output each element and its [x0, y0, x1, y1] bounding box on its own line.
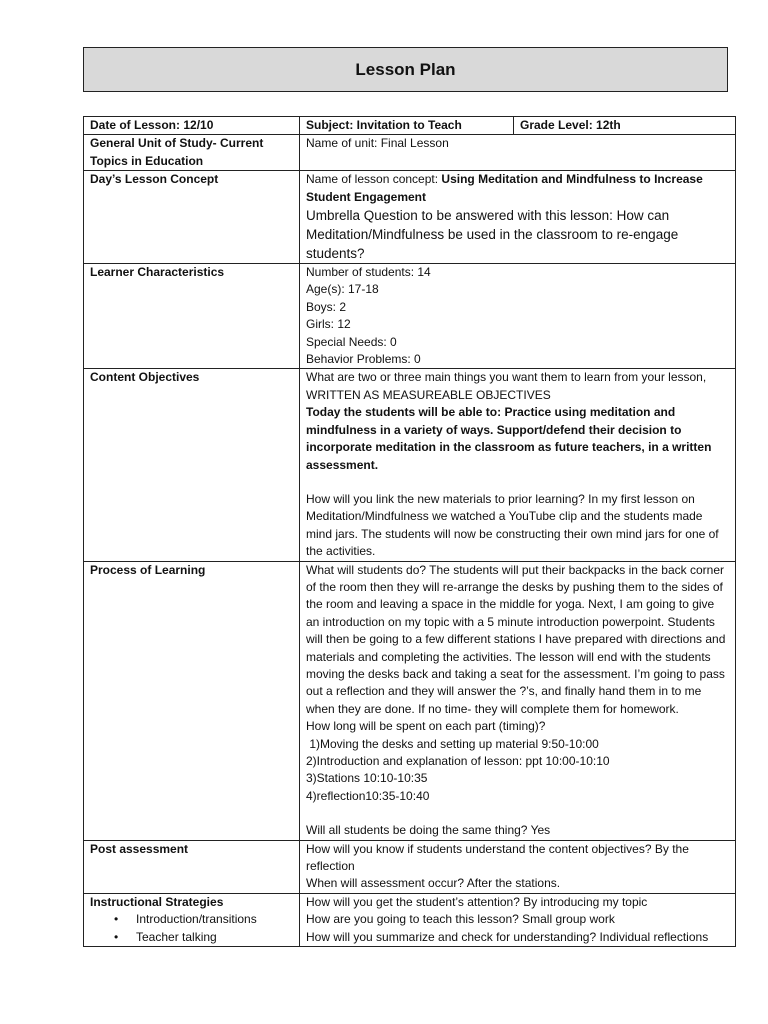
row-post-assessment: [84, 840, 736, 893]
concept-cell: [300, 171, 736, 264]
post-label: Post assessment: [84, 840, 300, 893]
objectives-cell: [300, 369, 736, 561]
spacer: [306, 805, 729, 822]
strategies-cell: [300, 893, 736, 946]
concept-name-bold: Using Meditation and Mindfulness to Increase Student Engagement: [306, 172, 703, 204]
process-cell: [300, 561, 736, 840]
learner-cell: [300, 264, 736, 369]
prior-learning-link: How will you link the new materials to prior learning? In my first lesson on Meditation/Mindfulness we watched a YouTube clip and the students made mind jars. The students will now be constructing their own mind jars for one of the activities.: [306, 491, 719, 559]
list-item: • Teacher talking: [114, 929, 293, 946]
strategies-label-cell: [84, 893, 300, 946]
learner-line: Behavior Problems: 0: [306, 352, 421, 367]
strategies-list: [90, 911, 293, 946]
learner-line: Boys: 2: [306, 299, 347, 314]
lesson-plan-table: [83, 116, 736, 947]
same-thing-question: Will all students be doing the same thing? Yes: [306, 823, 551, 838]
page-title: Lesson Plan: [355, 59, 456, 79]
row-concept: [84, 171, 736, 264]
grade-cell: Grade Level: 12th: [514, 117, 736, 135]
subject-cell: Subject: Invitation to Teach: [300, 117, 514, 135]
objectives-question: What are two or three main things you want them to learn from your lesson, WRITTEN AS MEASUREABLE OBJECTIVES: [306, 370, 707, 402]
learner-label: Learner Characteristics: [84, 264, 300, 369]
strategies-label: Instructional Strategies: [90, 894, 224, 909]
strategy-line: How will you get the student’s attention? By introducing my topic: [306, 894, 648, 909]
post-question-1: How will you know if students understand the content objectives? By the reflection: [306, 841, 689, 874]
spacer: [306, 474, 729, 491]
date-label: Date of Lesson: 12/10: [84, 117, 300, 135]
unit-label: General Unit of Study- Current Topics in Education: [84, 135, 300, 171]
row-process: [84, 561, 736, 840]
title-box: [83, 47, 728, 92]
concept-name: [306, 171, 729, 206]
umbrella-question: Umbrella Question to be answered with this lesson: How can Meditation/Mindfulness be used in the classroom to re-engage students?: [306, 208, 679, 262]
objectives-statement: Today the students will be able to: Practice using meditation and mindfulness in a variety of ways. Support/defend their decision to incorporate meditation in the classroom as future teachers, in a written assessment.: [306, 405, 712, 472]
process-label: Process of Learning: [84, 561, 300, 840]
strategy-line: How will you summarize and check for understanding? Individual reflections: [306, 929, 709, 944]
timing-step: 1)Moving the desks and setting up material 9:50-10:00: [306, 736, 599, 751]
learner-line: Age(s): 17-18: [306, 282, 379, 297]
objectives-label: Content Objectives: [84, 369, 300, 561]
process-description: What will students do? The students will put their backpacks in the back corner of the room then they will re-arrange the desks by pushing them to the sides of the room and leaving a space in the middle for yoga. Next, I am going to give an introduction on my topic with a 5 minute introduction powerpoint. Students will then be going to a few different stations I have prepared with directions and materials and completing the activities. The lesson will end with the students moving the desks back and taking a seat for the assessment. I’m going to pass out a reflection and they will answer the ?’s, and finally hand them in to me when they are done. If no time- they will complete them for homework.: [306, 562, 726, 716]
timing-question: How long will be spent on each part (timing)?: [306, 719, 546, 734]
row-learner: [84, 264, 736, 369]
row-strategies: [84, 893, 736, 946]
concept-name-prefix: Name of lesson concept:: [306, 172, 442, 187]
timing-step: 3)Stations 10:10-10:35: [306, 771, 428, 786]
learner-line: Number of students: 14: [306, 265, 431, 280]
timing-step: 2)Introduction and explanation of lesson: ppt 10:00-10:10: [306, 754, 610, 768]
list-item: • Introduction/transitions: [114, 911, 293, 928]
unit-value: Name of unit: Final Lesson: [300, 135, 736, 171]
row-unit: [84, 135, 736, 171]
learner-line: Special Needs: 0: [306, 334, 397, 349]
learner-line: Girls: 12: [306, 317, 351, 332]
post-question-2: When will assessment occur? After the stations.: [306, 876, 561, 891]
row-date: [84, 117, 736, 135]
row-objectives: [84, 369, 736, 561]
timing-step: 4)reflection10:35-10:40: [306, 788, 430, 803]
strategy-line: How are you going to teach this lesson? Small group work: [306, 912, 615, 927]
post-cell: [300, 840, 736, 893]
concept-label: Day’s Lesson Concept: [84, 171, 300, 264]
